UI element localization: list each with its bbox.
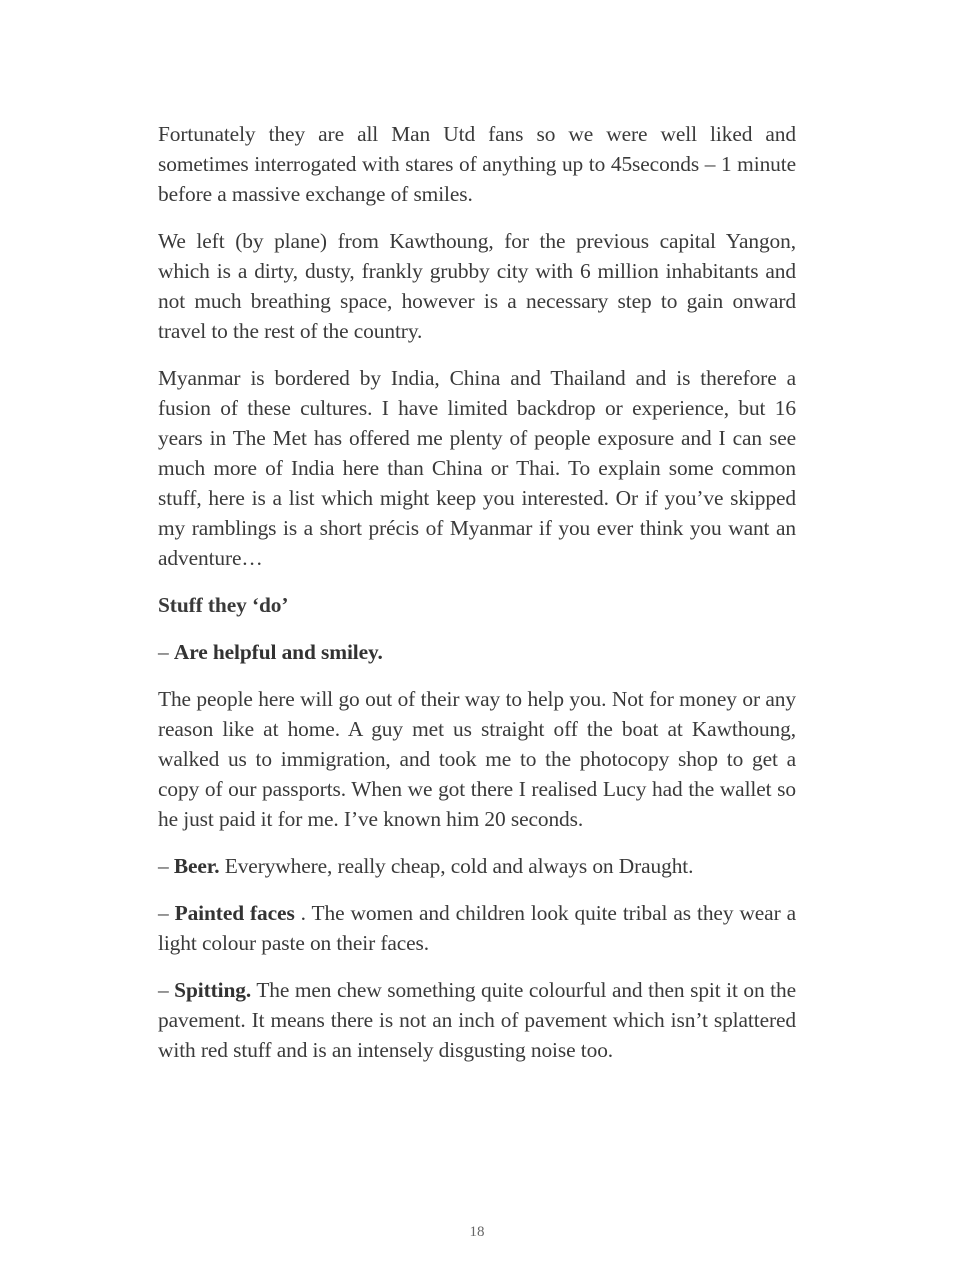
list-item	[158, 851, 796, 881]
list-item-term: Spitting.	[174, 978, 252, 1002]
dash: –	[158, 854, 174, 878]
list-item-term: Painted faces	[174, 901, 295, 925]
paragraph-helpful-people: The people here will go out of their way to help you. Not for money or any reason like at home. A guy met us straight off the boat at Kawthoung, walked us to immigration, and took me to the photocopy shop to get a copy of our passports. When we got there I realised Lucy had the wallet so he just paid it for me. I’ve known him 20 seconds.	[158, 687, 796, 831]
paragraph-myanmar-borders: Myanmar is bordered by India, China and Thailand and is therefore a fusion of these cultures. I have limited backdrop or experience, but 16 years in The Met has offered me plenty of people exposure and I can see much more of India here than China or Thai. To explain some common stuff, here is a list which might keep you interested. Or if you’ve skipped my ramblings is a short précis of Myanmar if you ever think you want an adventure…	[158, 366, 796, 570]
list-item-term: Beer.	[173, 854, 220, 878]
list-item	[158, 975, 796, 1065]
dash: –	[158, 640, 174, 664]
section-heading: Stuff they ‘do’	[158, 593, 289, 617]
sub-heading	[158, 637, 796, 667]
dash: –	[158, 978, 175, 1002]
list-item	[158, 898, 796, 958]
list-item-text: Everywhere, really cheap, cold and always on Draught.	[219, 854, 694, 878]
page-body	[158, 119, 796, 1082]
dash: –	[158, 901, 175, 925]
list-item-text: . The women and children look quite tribal as they wear a light colour paste on their faces.	[158, 901, 797, 955]
page-number: 18	[469, 1224, 485, 1240]
paragraph-yangon: We left (by plane) from Kawthoung, for the previous capital Yangon, which is a dirty, dusty, frankly grubby city with 6 million inhabitants and not much breathing space, however is a necessary step to gain onward travel to the rest of the country.	[158, 229, 796, 343]
sub-heading-text: Are helpful and smiley.	[173, 640, 383, 664]
paragraph-man-utd: Fortunately they are all Man Utd fans so we were well liked and sometimes interrogated with stares of anything up to 45seconds – 1 minute before a massive exchange of smiles.	[158, 122, 796, 206]
list-item-text: The men chew something quite colourful and then spit it on the pavement. It means there is not an inch of pavement which isn’t splattered with red stuff and is an intensely disgusting noise too.	[158, 978, 797, 1062]
